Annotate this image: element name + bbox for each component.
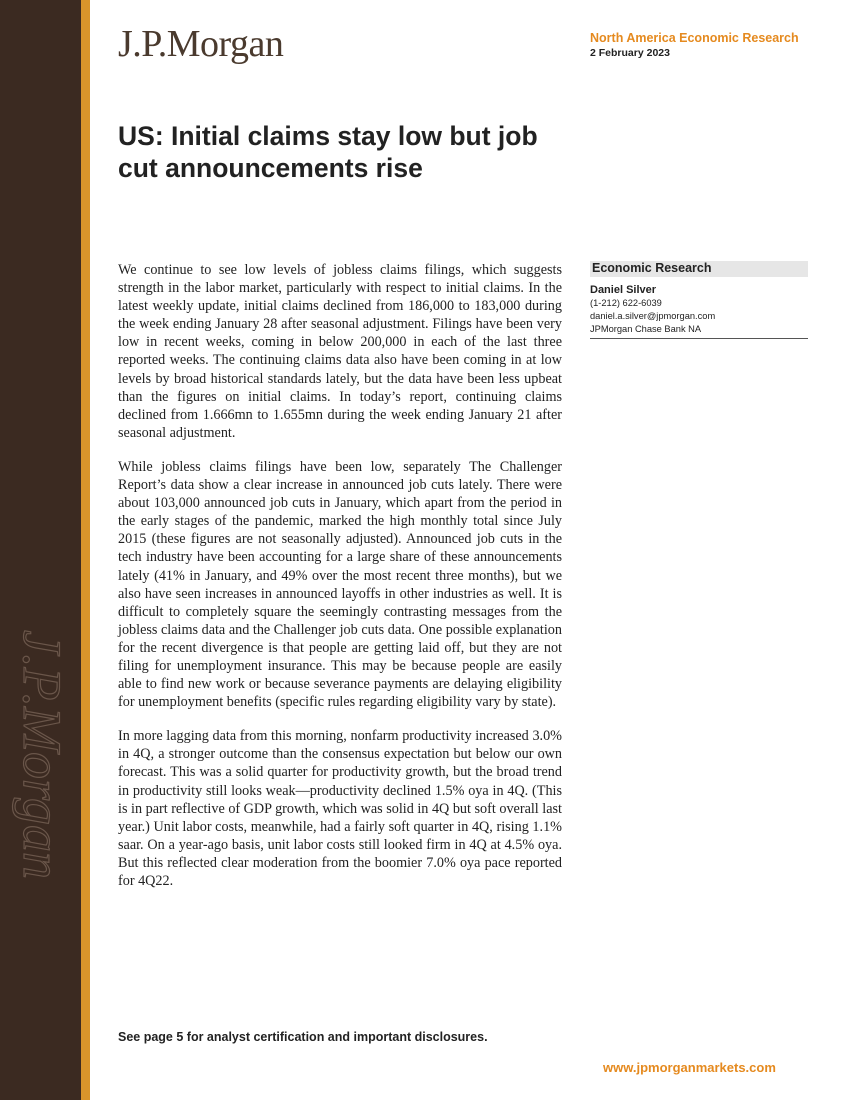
- report-body: [118, 261, 562, 906]
- analyst-entity: JPMorgan Chase Bank NA: [590, 324, 702, 334]
- sidebar-band: [0, 0, 81, 1100]
- analyst-name: Daniel Silver: [590, 284, 657, 296]
- department-label: North America Economic Research: [590, 31, 799, 45]
- website-link[interactable]: www.jpmorganmarkets.com: [603, 1060, 776, 1075]
- body-paragraph: While jobless claims filings have been low, separately The Challenger Report’s data show a clear increase in announced job cuts lately. There were about 103,000 announced job cuts in January, which apart from the period in the early stages of the pandemic, marked the high monthly total since July 2015 (these figures are not seasonally adjusted). Announced job cuts in the tech industry have been accounting for a large share of these announcements lately (41% in January, and 49% over the most recent three months), but we also have seen increases in announced layoffs in other industries as well. It is difficult to completely square the seemingly contrasting messages from the jobless claims data and the Challenger job cuts data. One possible explanation for the recent divergence is that people are getting laid off, but they are not filing for unemployment insurance. This may be because people are easily able to find new work or because severance payments are delaying eligibility for unemployment benefits (specific rules regarding eligibility vary by state).: [118, 458, 562, 711]
- watermark-text: J.P.Morgan: [12, 630, 72, 879]
- body-paragraph: We continue to see low levels of jobless claims filings, which suggests strength in the labor market, particularly with respect to initial claims. In the latest weekly update, initial claims declined from 186,000 to 183,000 during the week ending January 28 after seasonal adjustment. Filings have been very low in recent weeks, coming in below 200,000 in each of the last three reported weeks. The continuing claims data also have been coming in at low levels by broad historical standards lately, but the data have been less upbeat than the figures on initial claims. In today’s report, continuing claims declined from 1.666mn to 1.655mn during the week ending January 21 after seasonal adjustment.: [118, 262, 562, 441]
- jpmorgan-logo: J.P.Morgan: [118, 23, 284, 65]
- analyst-email[interactable]: daniel.a.silver@jpmorgan.com: [590, 311, 716, 321]
- disclosure-note: See page 5 for analyst certification and important disclosures.: [118, 1030, 488, 1044]
- report-date: 2 February 2023: [590, 47, 670, 59]
- body-paragraph: In more lagging data from this morning, nonfarm productivity increased 3.0% in 4Q, a stronger outcome than the consensus expectation but below our own forecast. This was a solid quarter for productivity growth, but the broad trend in productivity still looks weak—productivity declined 1.5% oya in 4Q. (This is in part reflective of GDP growth, which was solid in 4Q but soft overall last year.) Unit labor costs, meanwhile, had a fairly soft quarter in 4Q, rising 1.1% saar. On a year-ago basis, unit labor costs still looked firm in 4Q at 4.5% oya. But this reflected clear moderation from the boomier 7.0% oya pace reported for 4Q22.: [118, 728, 562, 889]
- analyst-divider: [590, 338, 808, 339]
- watermark-logo: [2, 620, 82, 980]
- report-title: US: Initial claims stay low but job cut announcements rise: [118, 121, 538, 183]
- analyst-phone: (1-212) 622-6039: [590, 298, 662, 308]
- analyst-box: [590, 261, 808, 339]
- sidebar-accent-stripe: [81, 0, 90, 1100]
- analyst-section-label: Economic Research: [590, 261, 808, 277]
